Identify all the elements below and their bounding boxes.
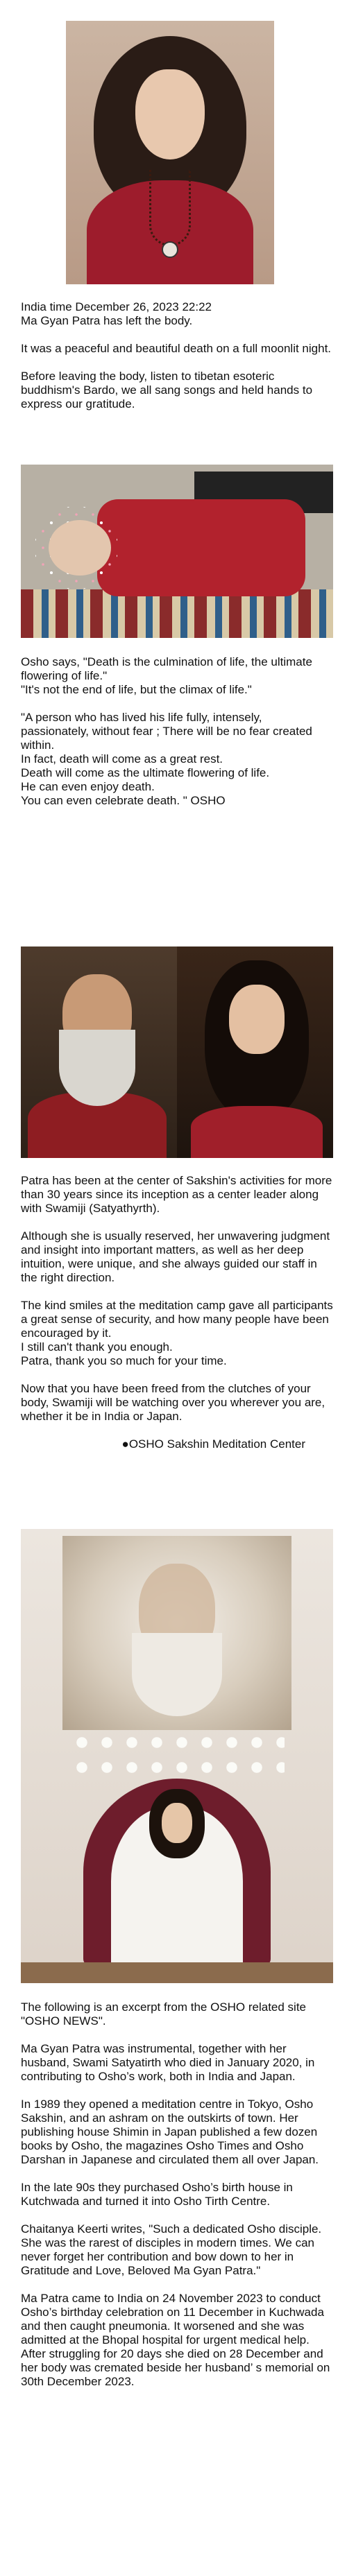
tribute-text [21, 1174, 333, 1465]
paragraph: The kind smiles at the meditation camp gave all participants a great sense of security, and how many people have been encouraged by it. I still can't thank you enough. Patra, thank you so much for your time. [21, 1299, 333, 1367]
paragraph: Patra has been at the center of Sakshin's activities for more than 30 years since its inception as a center leader along with Swamiji (Satyathyrth). [21, 1174, 332, 1215]
photo-swamiji-and-patra [21, 946, 333, 1158]
paragraph: Now that you have been freed from the clutches of your body, Swamiji will be watching over you wherever you are, whether it be in India or Japan. [21, 1382, 325, 1423]
paragraph: India time December 26, 2023 22:22 Ma Gyan Patra has left the body. [21, 300, 212, 327]
paragraph: In 1989 they opened a meditation centre in Tokyo, Osho Sakshin, and an ashram on the outskirts of town. Her publishing house Shimin in Japan published a few dozen books by Osho, the magazines Osho Times and Osho Darshan in Japanese and circulated them all over Japan. [21, 2098, 319, 2166]
portrait-photo-ma-gyan-patra [66, 21, 274, 284]
signature: ●OSHO Sakshin Meditation Center [121, 1437, 305, 1451]
paragraph: It was a peaceful and beautiful death on a full moonlit night. [21, 342, 332, 355]
paragraph: Ma Patra came to India on 24 November 2023 to conduct Osho’s birthday celebration on 11 December in Kuchwada and then caught pneumonia. It worsened and she was admitted at the Bhopal hospital for urgent medical help. After struggling for 20 days she died on 28 December and her body was cremated beside her husband’ s memorial on 30th December 2023. [21, 2292, 330, 2388]
paragraph: Although she is usually reserved, her unwavering judgment and insight into important matters, as well as her deep intuition, were unique, and she always guided our staff in the right direction. [21, 1229, 330, 1284]
paragraph: In the late 90s they purchased Osho’s birth house in Kutchwada and turned it into Osho Tirth Centre. [21, 2181, 293, 2208]
paragraph: Ma Gyan Patra was instrumental, together with her husband, Swami Satyatirth who died in January 2020, in contributing to Osho’s work, both in India and Japan. [21, 2042, 315, 2083]
paragraph: The following is an excerpt from the OSHO related site "OSHO NEWS". [21, 2000, 307, 2028]
osho-news-excerpt [21, 2000, 333, 2403]
photo-seated-meditation [21, 1529, 333, 1983]
paragraph: Before leaving the body, listen to tibetan esoteric buddhism's Bardo, we all sang songs and held hands to express our gratitude. [21, 370, 313, 410]
paragraph: Osho says, "Death is the culmination of life, the ultimate flowering of life." "It's not the end of life, but the climax of life." [21, 655, 312, 696]
osho-quote-text [21, 655, 333, 822]
announcement-text [21, 300, 333, 425]
farewell-photo [21, 465, 333, 638]
paragraph: "A person who has lived his life fully, intensely, passionately, without fear ; There will be no fear created within. In fact, death will come as a great rest. Death will come as the ultimate flowering of life. He can even enjoy death. You can even celebrate death. " OSHO [21, 711, 312, 807]
paragraph: Chaitanya Keerti writes, "Such a dedicated Osho disciple. She was the rarest of disciples in modern times. We can never forget her contribution and bow down to her in Gratitude and Love, Beloved Ma Gyan Patra." [21, 2222, 322, 2277]
